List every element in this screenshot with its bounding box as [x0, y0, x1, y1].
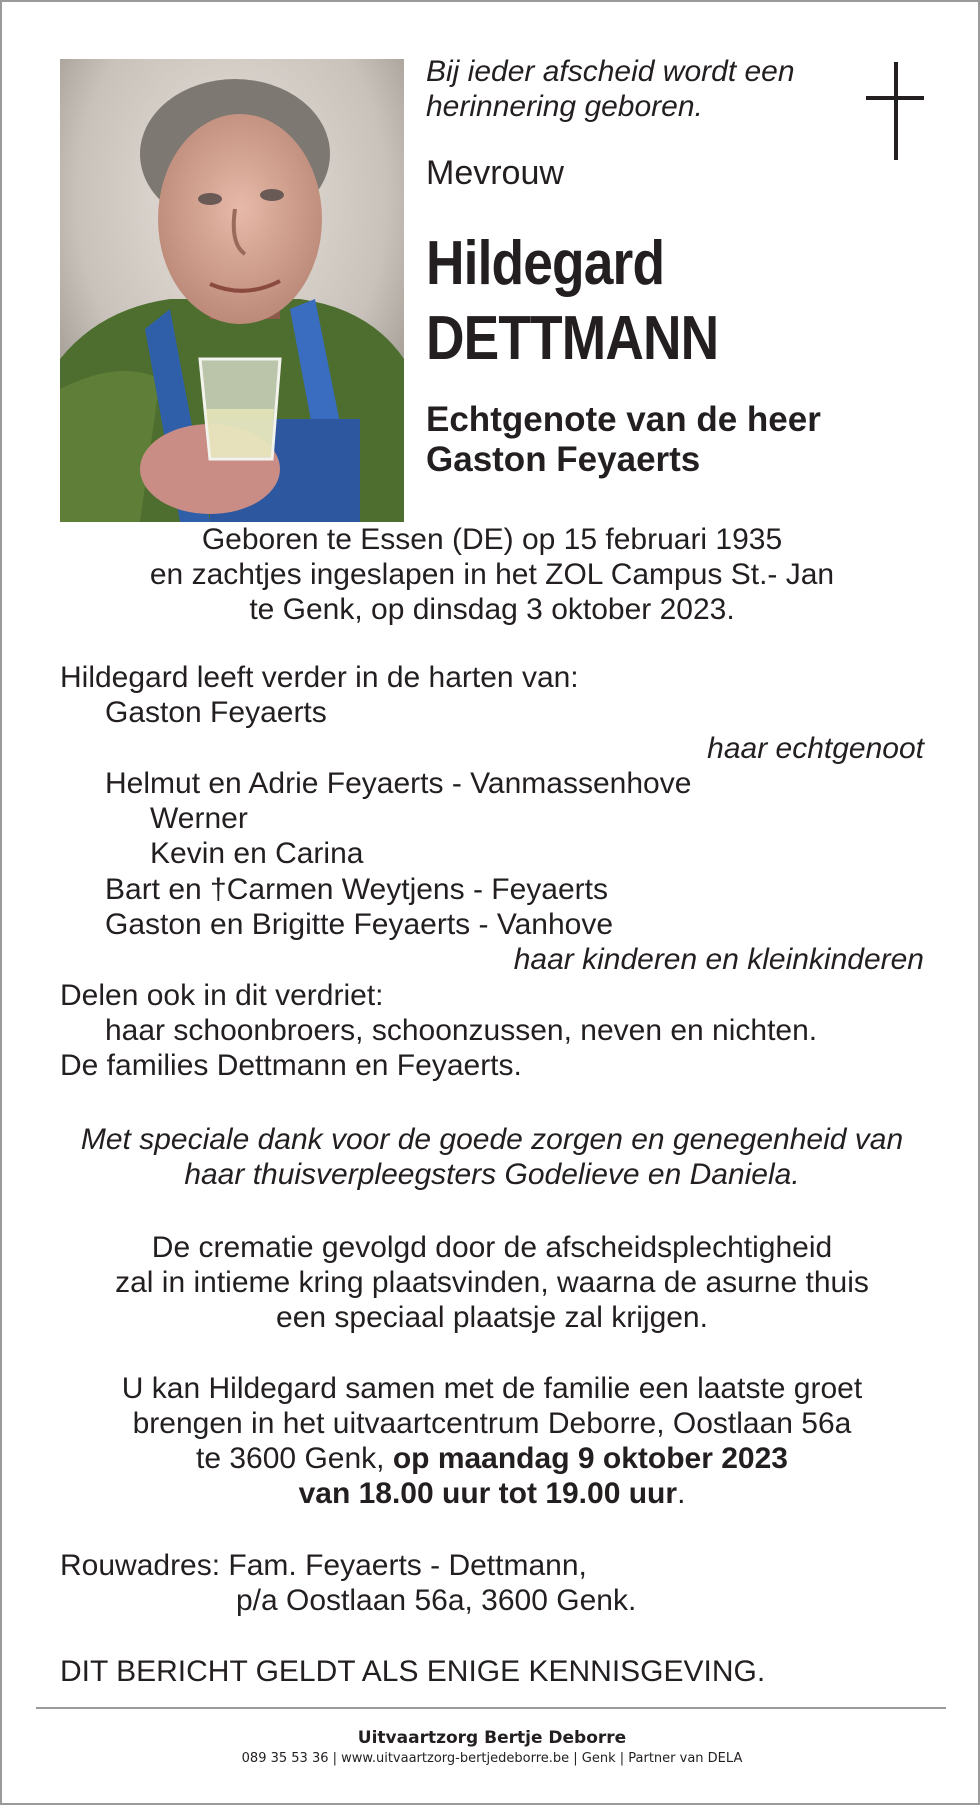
quote-line: Bij ieder afscheid wordt een [426, 55, 795, 88]
relation-label: haar kinderen en kleinkinderen [513, 943, 924, 977]
visitation-info [2, 1371, 980, 1511]
notice-line: DIT BERICHT GELDT ALS ENIGE KENNISGEVING. [60, 1655, 766, 1688]
mourning-address [60, 1548, 636, 1618]
memorial-quote [426, 54, 856, 124]
family-member: Werner [150, 802, 248, 836]
funeral-home-name: Uitvaartzorg Bertje Deborre [357, 1728, 627, 1748]
first-name: Hildegard [426, 229, 665, 298]
visit-line [2, 1476, 980, 1511]
address-line: p/a Oostlaan 56a, 3600 Genk. [236, 1584, 637, 1617]
spouse-line: Gaston Feyaerts [426, 440, 701, 479]
families-line: De families Dettmann en Feyaerts. [60, 1049, 522, 1083]
family-member: Gaston en Brigitte Feyaerts - Vanhove [105, 908, 614, 942]
cremation-info [2, 1230, 980, 1335]
family-list [60, 660, 924, 1084]
birth-death-info [2, 522, 980, 627]
share-line: haar schoonbroers, schoonzussen, neven en nichten. [105, 1013, 818, 1047]
visit-time: van 18.00 uur tot 19.00 uur [298, 1477, 678, 1510]
family-member: Kevin en Carina [150, 837, 364, 871]
cremation-line: een speciaal plaatsje zal krijgen. [276, 1301, 708, 1334]
honorific: Mevrouw [426, 154, 564, 192]
family-member: Gaston Feyaerts [105, 696, 327, 730]
portrait-photo [60, 59, 404, 522]
funeral-home-info: 089 35 53 36 | www.uitvaartzorg-bertjedeborre.be | Genk | Partner van DELA [241, 1751, 743, 1766]
visit-place: te 3600 Genk, [196, 1442, 393, 1475]
footer [2, 1727, 980, 1768]
family-member: Helmut en Adrie Feyaerts - Vanmassenhove [105, 766, 692, 800]
thanks-message [2, 1122, 980, 1192]
visit-line [2, 1441, 980, 1476]
visit-date: op maandag 9 oktober 2023 [392, 1442, 788, 1475]
birth-line: en zachtjes ingeslapen in het ZOL Campus St.- Jan [149, 558, 835, 591]
thanks-line: Met speciale dank voor de goede zorgen en genegenheid van [80, 1123, 904, 1156]
visit-line: brengen in het uitvaartcentrum Deborre, Oostlaan 56a [132, 1407, 852, 1440]
family-intro: Hildegard leeft verder in de harten van: [60, 661, 579, 694]
visit-end: . [677, 1477, 686, 1510]
cremation-line: zal in intieme kring plaatsvinden, waarna de asurne thuis [115, 1266, 869, 1299]
visit-line: U kan Hildegard samen met de familie een laatste groet [121, 1372, 863, 1405]
footer-divider [36, 1707, 946, 1709]
family-member: Bart en †Carmen Weytjens - Feyaerts [105, 872, 608, 906]
thanks-line: haar thuisverpleegsters Godelieve en Daniela. [184, 1158, 800, 1191]
cross-icon [864, 62, 924, 162]
birth-line: Geboren te Essen (DE) op 15 februari 1935 [201, 523, 783, 556]
quote-line: herinnering geboren. [426, 90, 703, 123]
share-intro: Delen ook in dit verdriet: [60, 978, 384, 1012]
cremation-line: De crematie gevolgd door de afscheidsplechtigheid [151, 1231, 833, 1264]
address-line: Rouwadres: Fam. Feyaerts - Dettmann, [60, 1549, 587, 1582]
birth-line: te Genk, op dinsdag 3 oktober 2023. [249, 593, 735, 626]
spouse-line: Echtgenote van de heer [426, 400, 821, 439]
last-name: DETTMANN [426, 304, 719, 373]
relation-label: haar echtgenoot [707, 731, 924, 765]
deceased-name [426, 226, 718, 376]
spouse-info [426, 400, 821, 480]
